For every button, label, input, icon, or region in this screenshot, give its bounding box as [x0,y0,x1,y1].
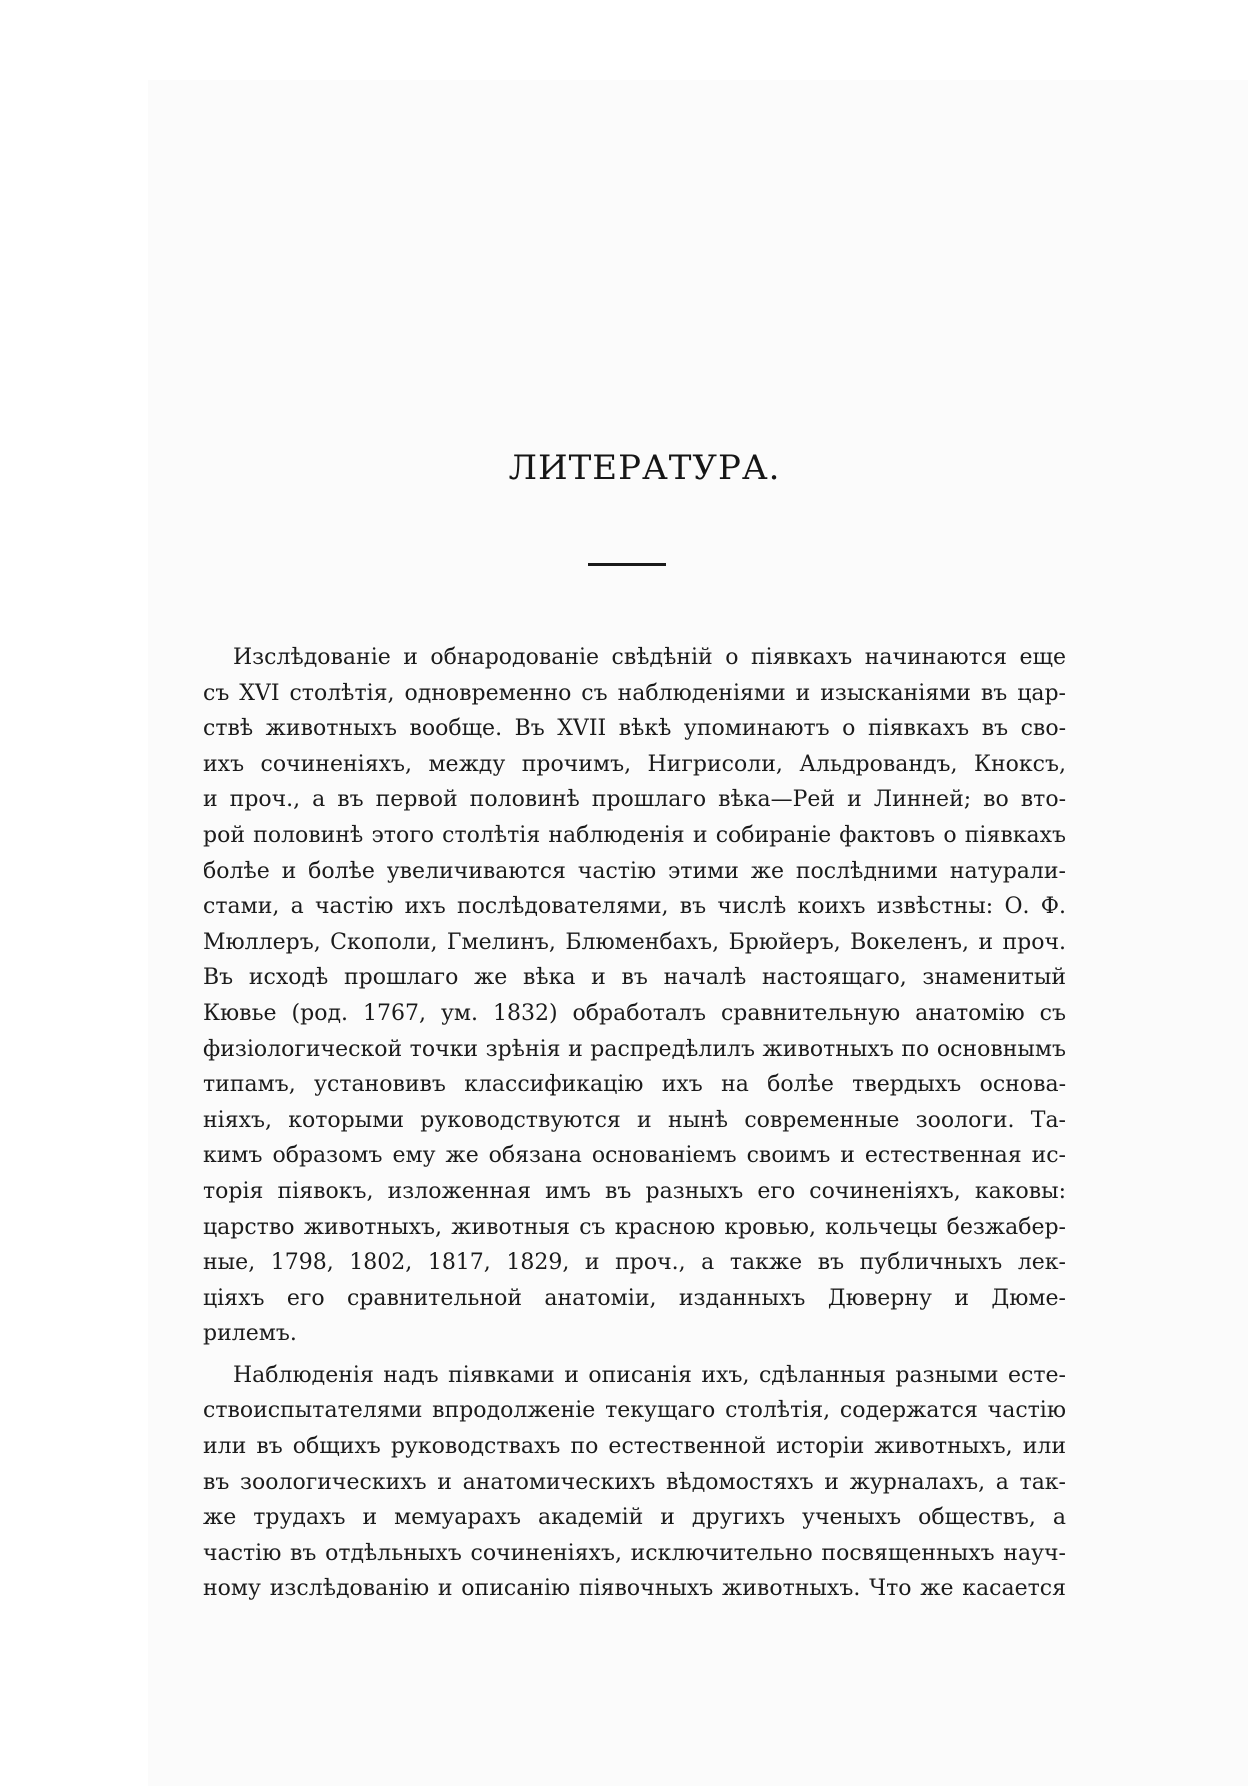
paragraph-2 [203,1358,1066,1607]
text-line: рилемъ. [203,1321,297,1347]
text-line: царство животныхъ, животныя съ красною кровью, кольчецы безжабер- [203,1214,1066,1240]
text-line: съ XVI столѣтія, одновременно съ наблюденіями и изысканіями въ цар- [203,680,1066,706]
text-line: рой половинѣ этого столѣтія наблюденія и собираніе фактовъ о піявкахъ [203,822,1066,848]
text-line: торія піявокъ, изложенная имъ въ разныхъ его сочиненіяхъ, каковы: [203,1178,1066,1204]
text-line: ствоиспытателями впродолженіе текущаго столѣтія, содержатся частію [203,1398,1066,1424]
text-line: частію въ отдѣльныхъ сочиненіяхъ, исключительно посвященныхъ науч- [203,1540,1066,1566]
text-line: физіологической точки зрѣнія и распредѣлилъ животныхъ по основнымъ [203,1036,1066,1062]
text-line: ствѣ животныхъ вообще. Въ XVII вѣкѣ упоминаютъ о піявкахъ въ сво- [203,716,1066,742]
text-line: Кювье (род. 1767, ум. 1832) обработалъ сравнительную анатомію съ [203,1000,1066,1026]
page-title: ЛИТЕРАТУРА. [508,448,781,488]
text-line: и проч., а въ первой половинѣ прошлаго вѣка—Рей и Линней; во вто- [203,787,1066,813]
text-line: или въ общихъ руководствахъ по естественной исторіи животныхъ, или [203,1434,1066,1460]
text-line: типамъ, установивъ классификацію ихъ на болѣе твердыхъ основа- [203,1072,1066,1098]
text-line: Наблюденія надъ піявками и описанія ихъ, сдѣланныя разными есте- [233,1362,1066,1388]
paragraph-1 [203,640,1066,1352]
text-line: ихъ сочиненіяхъ, между прочимъ, Нигрисоли, Альдровандъ, Кноксъ, [203,751,1066,777]
title-divider [588,563,666,566]
text-line: стами, а частію ихъ послѣдователями, въ числѣ коихъ извѣстны: О. Ф. [203,894,1066,920]
body-text [203,640,1066,1607]
text-line: ніяхъ, которыми руководствуются и нынѣ современные зоологи. Та- [203,1107,1066,1133]
text-line: кимъ образомъ ему же обязана основаніемъ своимъ и естественная ис- [203,1143,1066,1169]
text-line: же трудахъ и мемуарахъ академій и другихъ ученыхъ обществъ, а [203,1505,1066,1531]
text-line: ные, 1798, 1802, 1817, 1829, и проч., а также въ публичныхъ лек- [203,1250,1066,1276]
text-line: ному изслѣдованію и описанію піявочныхъ животныхъ. Что же касается [203,1576,1066,1602]
text-line: Въ исходѣ прошлаго же вѣка и въ началѣ настоящаго, знаменитый [203,965,1066,991]
text-line: въ зоологическихъ и анатомическихъ вѣдомостяхъ и журналахъ, а так- [203,1469,1066,1495]
text-line: ціяхъ его сравнительной анатоміи, изданныхъ Дюверну и Дюме- [203,1285,1066,1311]
text-line: Мюллеръ, Скополи, Гмелинъ, Блюменбахъ, Брюйеръ, Вокеленъ, и проч. [203,929,1066,955]
text-line: Изслѣдованіе и обнародованіе свѣдѣній о піявкахъ начинаются еще [233,645,1066,670]
text-line: болѣе и болѣе увеличиваются частію этими же послѣдними натурали- [203,858,1066,884]
